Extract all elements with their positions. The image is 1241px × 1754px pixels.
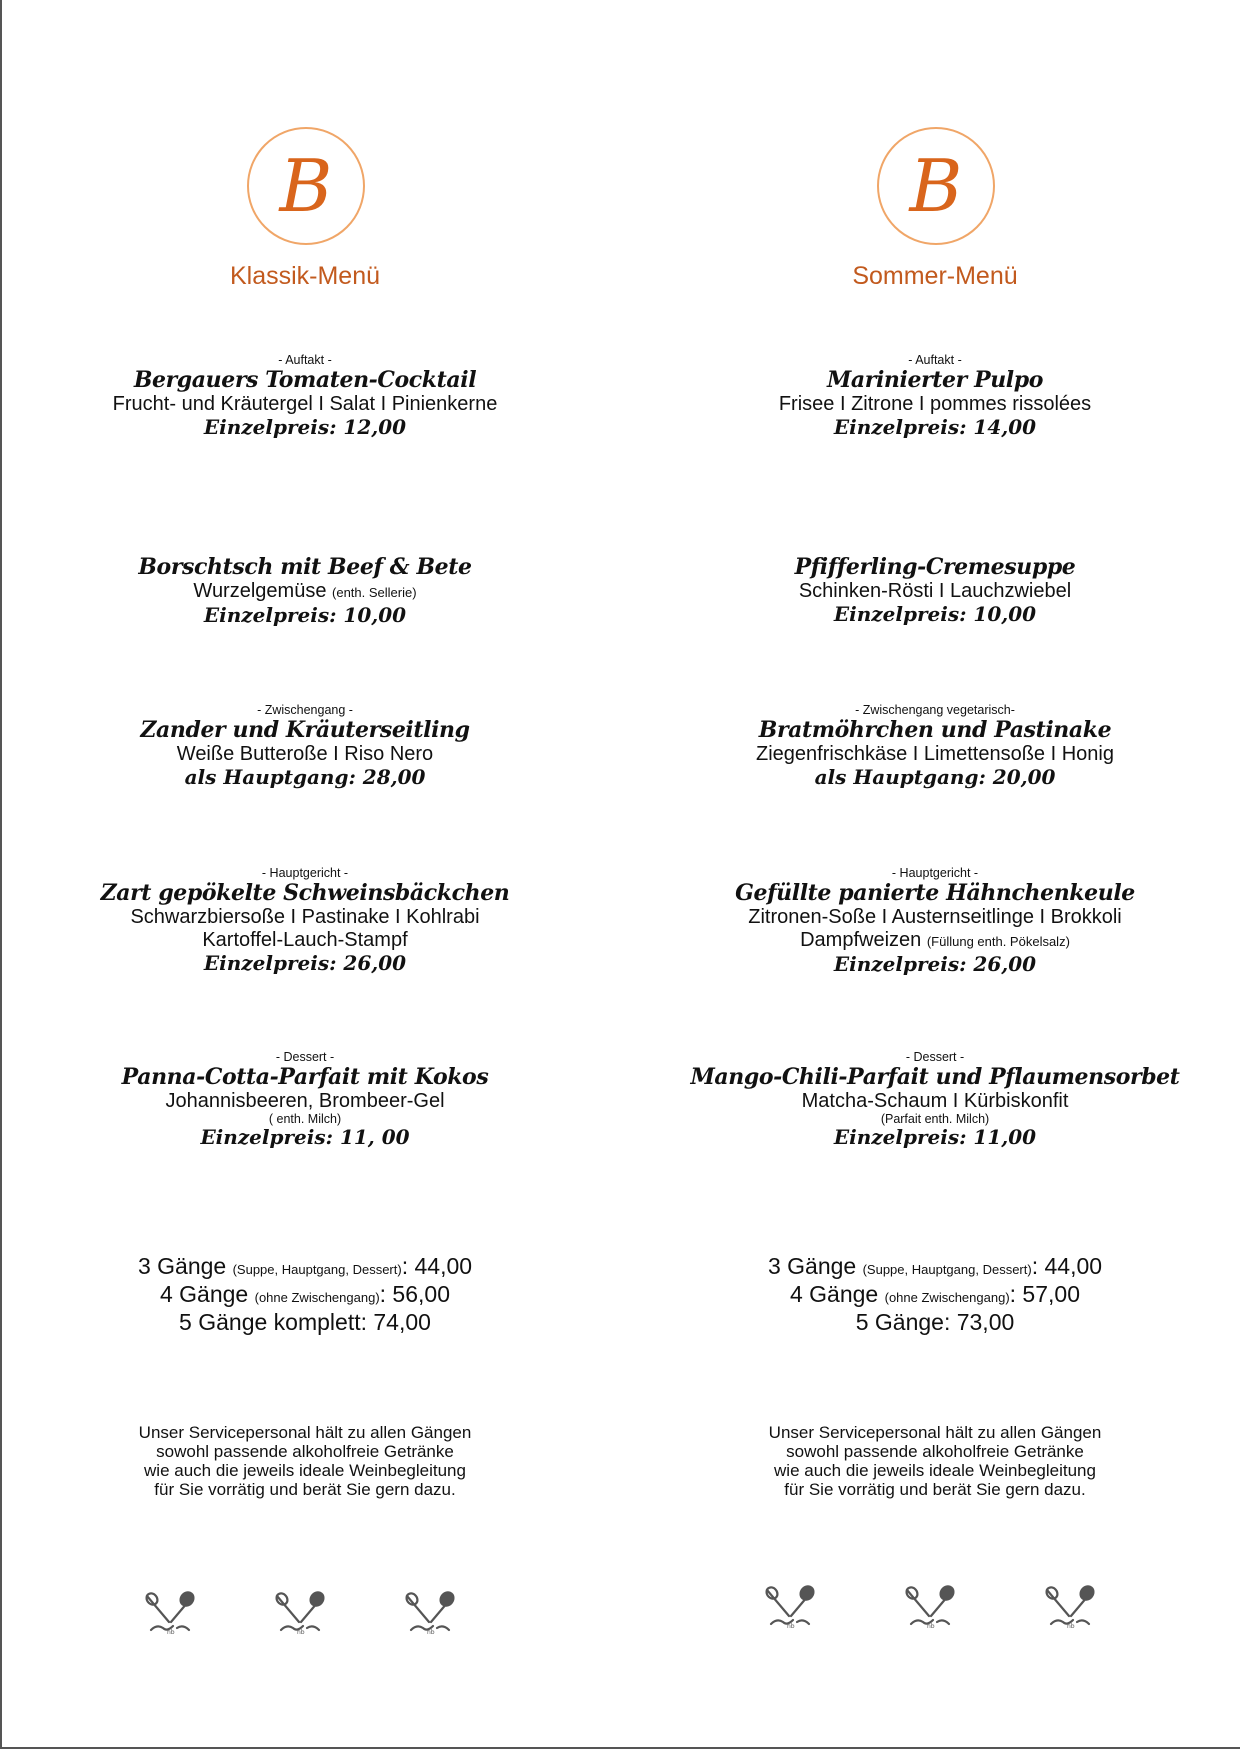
course-auftakt	[25, 352, 585, 439]
crossed-rackets-icon	[403, 1590, 457, 1636]
dish-description: Kartoffel-Lauch-Stampf	[202, 929, 408, 951]
menu-title: Sommer-Menü	[852, 262, 1018, 290]
crossed-rackets-icon	[903, 1584, 957, 1630]
dish-description: Johannisbeeren, Brombeer-Gel	[165, 1090, 445, 1112]
svg-text:nb: nb	[167, 1629, 175, 1636]
course-dessert	[25, 1049, 585, 1149]
b-logo-icon	[877, 127, 995, 245]
dish-name: Mango-Chili-Parfait und Pflaumensorbet	[690, 1064, 1180, 1090]
course-label: - Auftakt -	[278, 353, 332, 367]
dish-price: Einzelpreis: 26,00	[833, 952, 1037, 976]
service-note: Unser Servicepersonal hält zu allen Gängen sowohl passende alkoholfreie Getränke wie auch die jeweils ideale Weinbegleitung für Sie vorrätig und berät Sie gern dazu.	[768, 1423, 1102, 1499]
menu-packages	[655, 1254, 1215, 1334]
dish-description: Matcha-Schaum I Kürbiskonfit	[801, 1090, 1069, 1112]
menu-packages	[25, 1254, 585, 1334]
svg-text:nb: nb	[1067, 1623, 1075, 1630]
dish-price: Einzelpreis: 12,00	[203, 415, 407, 439]
course-zwischengang	[25, 702, 585, 789]
dish-name: Marinierter Pulpo	[826, 367, 1044, 393]
dish-name: Panna-Cotta-Parfait mit Kokos	[121, 1064, 489, 1090]
dish-price: Einzelpreis: 26,00	[203, 951, 407, 975]
dish-name: Zart gepökelte Schweinsbäckchen	[100, 880, 510, 906]
dish-description: Zitronen-Soße I Austernseitlinge I Brokkoli	[748, 906, 1122, 928]
dish-price: Einzelpreis: 10,00	[833, 602, 1037, 626]
dish-name: Pfifferling-Cremesuppe	[794, 554, 1076, 580]
dish-description: Ziegenfrischkäse I Limettensoße I Honig	[756, 743, 1114, 765]
package-3-courses: 3 Gänge (Suppe, Hauptgang, Dessert): 44,00	[767, 1253, 1103, 1279]
crossed-rackets-icon	[1043, 1584, 1097, 1630]
package-4-courses: 4 Gänge (ohne Zwischengang): 57,00	[789, 1281, 1080, 1307]
course-suppe	[25, 555, 585, 627]
dish-name: Bergauers Tomaten-Cocktail	[133, 367, 477, 393]
dish-price: Einzelpreis: 14,00	[833, 415, 1037, 439]
dish-name: Borschtsch mit Beef & Bete	[138, 554, 472, 580]
package-5-courses: 5 Gänge: 73,00	[855, 1309, 1015, 1335]
sommer-menu-column	[655, 0, 1215, 1754]
course-label: - Dessert -	[275, 1050, 335, 1064]
dish-name: Bratmöhrchen und Pastinake	[758, 717, 1112, 743]
dish-price: Einzelpreis: 10,00	[203, 603, 407, 627]
crossed-rackets-icon	[763, 1584, 817, 1630]
svg-text:nb: nb	[927, 1623, 935, 1630]
course-hauptgericht	[655, 865, 1215, 976]
allergen-note: (Füllung enth. Pökelsalz)	[926, 934, 1070, 949]
klassik-menu-column	[25, 0, 585, 1754]
dish-description: Wurzelgemüse (enth. Sellerie)	[193, 580, 417, 602]
emblem-row	[25, 1590, 585, 1640]
service-note: Unser Servicepersonal hält zu allen Gängen sowohl passende alkoholfreie Getränke wie auch die jeweils ideale Weinbegleitung für Sie vorrätig und berät Sie gern dazu.	[138, 1423, 472, 1499]
course-zwischengang	[655, 702, 1215, 789]
course-label: - Zwischengang vegetarisch-	[855, 703, 1015, 717]
course-label: - Hauptgericht -	[261, 866, 349, 880]
emblem-row	[655, 1584, 1215, 1634]
course-label: - Hauptgericht -	[891, 866, 979, 880]
allergen-note: (Parfait enth. Milch)	[880, 1112, 990, 1126]
course-label: - Auftakt -	[908, 353, 962, 367]
dish-name: Zander und Kräuterseitling	[140, 717, 470, 743]
dish-price: als Hauptgang: 20,00	[814, 765, 1056, 789]
package-3-courses: 3 Gänge (Suppe, Hauptgang, Dessert): 44,00	[137, 1253, 473, 1279]
course-suppe	[655, 555, 1215, 626]
crossed-rackets-icon	[143, 1590, 197, 1636]
logo-letter: B	[279, 144, 333, 228]
dish-description: Frucht- und Kräutergel I Salat I Pinienkerne	[112, 393, 498, 415]
course-dessert	[655, 1049, 1215, 1149]
allergen-note: ( enth. Milch)	[268, 1112, 342, 1126]
package-5-courses: 5 Gänge komplett: 74,00	[179, 1309, 431, 1335]
menu-title: Klassik-Menü	[229, 262, 381, 290]
dish-name: Gefüllte panierte Hähnchenkeule	[735, 880, 1135, 906]
dish-description: Dampfweizen (Füllung enth. Pökelsalz)	[800, 929, 1070, 951]
dish-price: Einzelpreis: 11, 00	[200, 1125, 410, 1149]
course-hauptgericht	[25, 865, 585, 975]
b-logo-icon	[247, 127, 365, 245]
dish-description: Frisee I Zitrone I pommes rissolées	[778, 393, 1092, 415]
logo-letter: B	[909, 144, 963, 228]
course-label: - Zwischengang -	[257, 703, 353, 717]
allergen-note: (enth. Sellerie)	[332, 585, 417, 600]
dish-description: Schwarzbiersoße I Pastinake I Kohlrabi	[130, 906, 480, 928]
crossed-rackets-icon	[273, 1590, 327, 1636]
svg-text:nb: nb	[427, 1629, 435, 1636]
dish-price: Einzelpreis: 11,00	[833, 1125, 1037, 1149]
dish-description: Weiße Butteroße I Riso Nero	[176, 743, 434, 765]
course-auftakt	[655, 352, 1215, 439]
package-4-courses: 4 Gänge (ohne Zwischengang): 56,00	[159, 1281, 450, 1307]
dish-price: als Hauptgang: 28,00	[184, 765, 426, 789]
svg-text:nb: nb	[297, 1629, 305, 1636]
course-label: - Dessert -	[905, 1050, 965, 1064]
svg-text:nb: nb	[787, 1623, 795, 1630]
dish-description: Schinken-Rösti I Lauchzwiebel	[798, 580, 1072, 602]
